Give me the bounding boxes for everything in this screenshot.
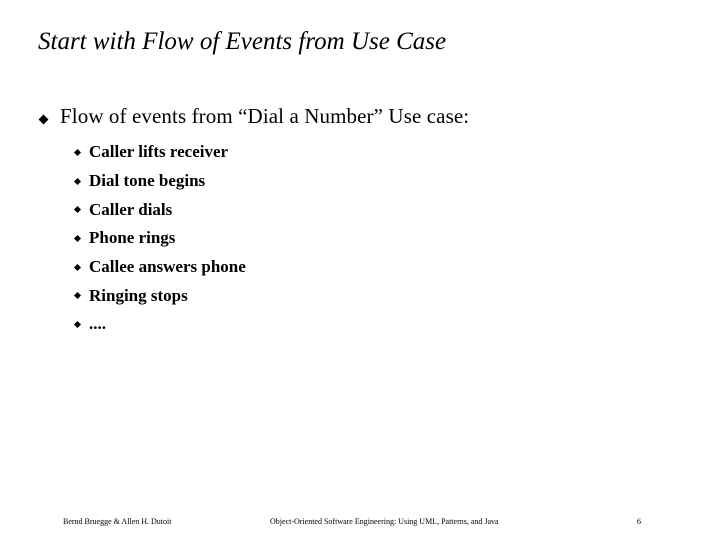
sub-bullet-item (75, 310, 246, 339)
sub-bullet-text: Caller lifts receiver (89, 142, 229, 162)
sub-bullet-text: Callee answers phone (89, 257, 246, 277)
sub-bullet-item (75, 167, 246, 196)
sub-bullet-diamond-icon (74, 206, 81, 213)
footer-authors: Bernd Bruegge & Allen H. Dutoit (63, 517, 172, 526)
sub-bullet-diamond-icon (74, 264, 81, 271)
sub-bullet-diamond-icon (74, 177, 81, 184)
sub-bullet-text: Ringing stops (89, 285, 188, 305)
sub-bullet-item (75, 138, 246, 167)
sub-bullet-text: .... (89, 314, 106, 334)
sub-bullet-diamond-icon (74, 292, 81, 299)
main-bullet-text: Flow of events from “Dial a Number” Use case: (60, 104, 470, 128)
footer-book-title: Object-Oriented Software Engineering: Using UML, Patterns, and Java (270, 517, 499, 526)
sub-bullet-diamond-icon (74, 321, 81, 328)
sub-bullet-diamond-icon (74, 149, 81, 156)
sub-bullet-item (75, 281, 246, 310)
bullet-diamond-icon (39, 115, 49, 125)
sub-bullet-list (75, 138, 246, 339)
sub-bullet-text: Phone rings (89, 228, 176, 248)
sub-bullet-item (75, 253, 246, 282)
sub-bullet-diamond-icon (74, 235, 81, 242)
main-bullet (40, 104, 469, 129)
footer-page-number: 6 (637, 517, 641, 526)
sub-bullet-item (75, 224, 246, 253)
sub-bullet-item (75, 195, 246, 224)
sub-bullet-text: Dial tone begins (89, 171, 206, 191)
sub-bullet-text: Caller dials (89, 199, 173, 219)
slide-title: Start with Flow of Events from Use Case (38, 28, 447, 55)
